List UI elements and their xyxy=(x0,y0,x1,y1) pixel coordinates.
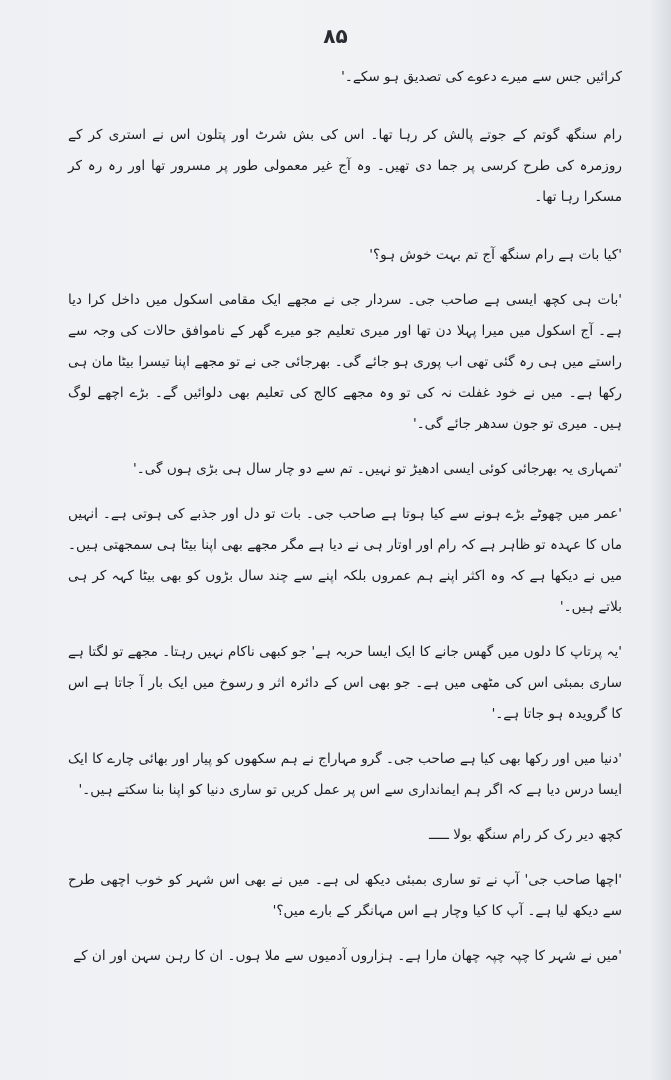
page-number: ۸۵ xyxy=(323,24,348,48)
paragraph-9: کچھ دیر رک کر رام سنگھ بولا ـــــ xyxy=(429,827,622,843)
paragraph-11: 'میں نے شہر کا چپہ چپہ چھان مارا ہے۔ ہزاروں آدمیوں سے ملا ہوں۔ ان کا رہن سہن اور ان کے xyxy=(73,948,622,964)
paragraph-1: کرائیں جس سے میرے دعوے کی تصدیق ہو سکے۔' xyxy=(341,69,622,85)
paragraph-4: 'بات ہی کچھ ایسی ہے صاحب جی۔ سردار جی نے مجھے ایک مقامی اسکول میں داخل کرا دیا ہے۔ آج اسکول میں میرا پہلا دن تھا اور میری تعلیم جو میرے گھر کے ناموافق حالات کی وجہ سے راستے میں ہی رہ گئی تھی اب پوری ہو جائے گی۔ بھرجائی جی نے تو مجھے اپنا تیسرا بیٹا مان ہی رکھا ہے۔ میں نے خود غفلت نہ کی تو وہ مجھے کالج کی تعلیم بھی دلوائیں گے۔ بڑے اچھے لوگ ہیں۔ میری تو جون سدھر جائے گی۔' xyxy=(68,292,622,432)
paragraph-6: 'عمر میں چھوٹے بڑے ہونے سے کیا ہوتا ہے صاحب جی۔ بات تو دل اور جذبے کی ہوتی ہے۔ انہیں ماں کا عہدہ تو ظاہر ہے کہ رام اور اوتار ہی نے دیا ہے مگر مجھے بھی اپنا بیٹا ہی سمجھتی ہیں۔ میں نے دیکھا ہے کہ وہ اکثر اپنے ہم عمروں بلکہ اپنے سے چند سال بڑوں کو بھی بیٹا کہہ کر ہی بلاتے ہیں۔' xyxy=(68,506,622,615)
paragraph-2: رام سنگھ گوتم کے جوتے پالش کر رہا تھا۔ اس کی بش شرٹ اور پتلون اس نے استری کر کے روزمرہ کی طرح کرسی پر جما دی تھیں۔ وہ آج غیر معمولی طور پر مسرور تھا اور رہ رہ کر مسکرا رہا تھا۔ xyxy=(68,127,622,205)
paragraph-3: 'کیا بات ہے رام سنگھ آج تم بہت خوش ہو؟' xyxy=(369,247,622,263)
paragraph-10: 'اچھا صاحب جی' آپ نے تو ساری بمبئی دیکھ لی ہے۔ میں نے بھی اس شہر کو خوب اچھی طرح سے دیکھ لیا ہے۔ آپ کا کیا وچار ہے اس مہانگر کے بارے میں؟' xyxy=(68,872,622,919)
page-body-text xyxy=(68,62,622,972)
paragraph-8: 'دنیا میں اور رکھا بھی کیا ہے صاحب جی۔ گرو مہاراج نے ہم سکھوں کو پیار اور بھائی چارے کا ایک ایسا درس دیا ہے کہ اگر ہم ایمانداری سے اس پر عمل کریں تو ساری دنیا کو اپنا بنا سکتے ہیں۔' xyxy=(68,751,622,798)
page-edge-shadow xyxy=(649,0,671,1080)
paragraph-5: 'تمہاری یہ بھرجائی کوئی ایسی ادھیڑ تو نہیں۔ تم سے دو چار سال ہی بڑی ہوں گی۔' xyxy=(133,461,622,477)
paragraph-7: 'یہ پرتاپ کا دلوں میں گھس جانے کا ایک ایسا حربہ ہے' جو کبھی ناکام نہیں رہتا۔ مجھے تو لگتا ہے ساری بمبئی اس کی مٹھی میں ہے۔ جو بھی اس کے دائرہ اثر و رسوخ میں ایک بار آ جاتا ہے اس کا گرویدہ ہو جاتا ہے۔' xyxy=(68,644,622,722)
